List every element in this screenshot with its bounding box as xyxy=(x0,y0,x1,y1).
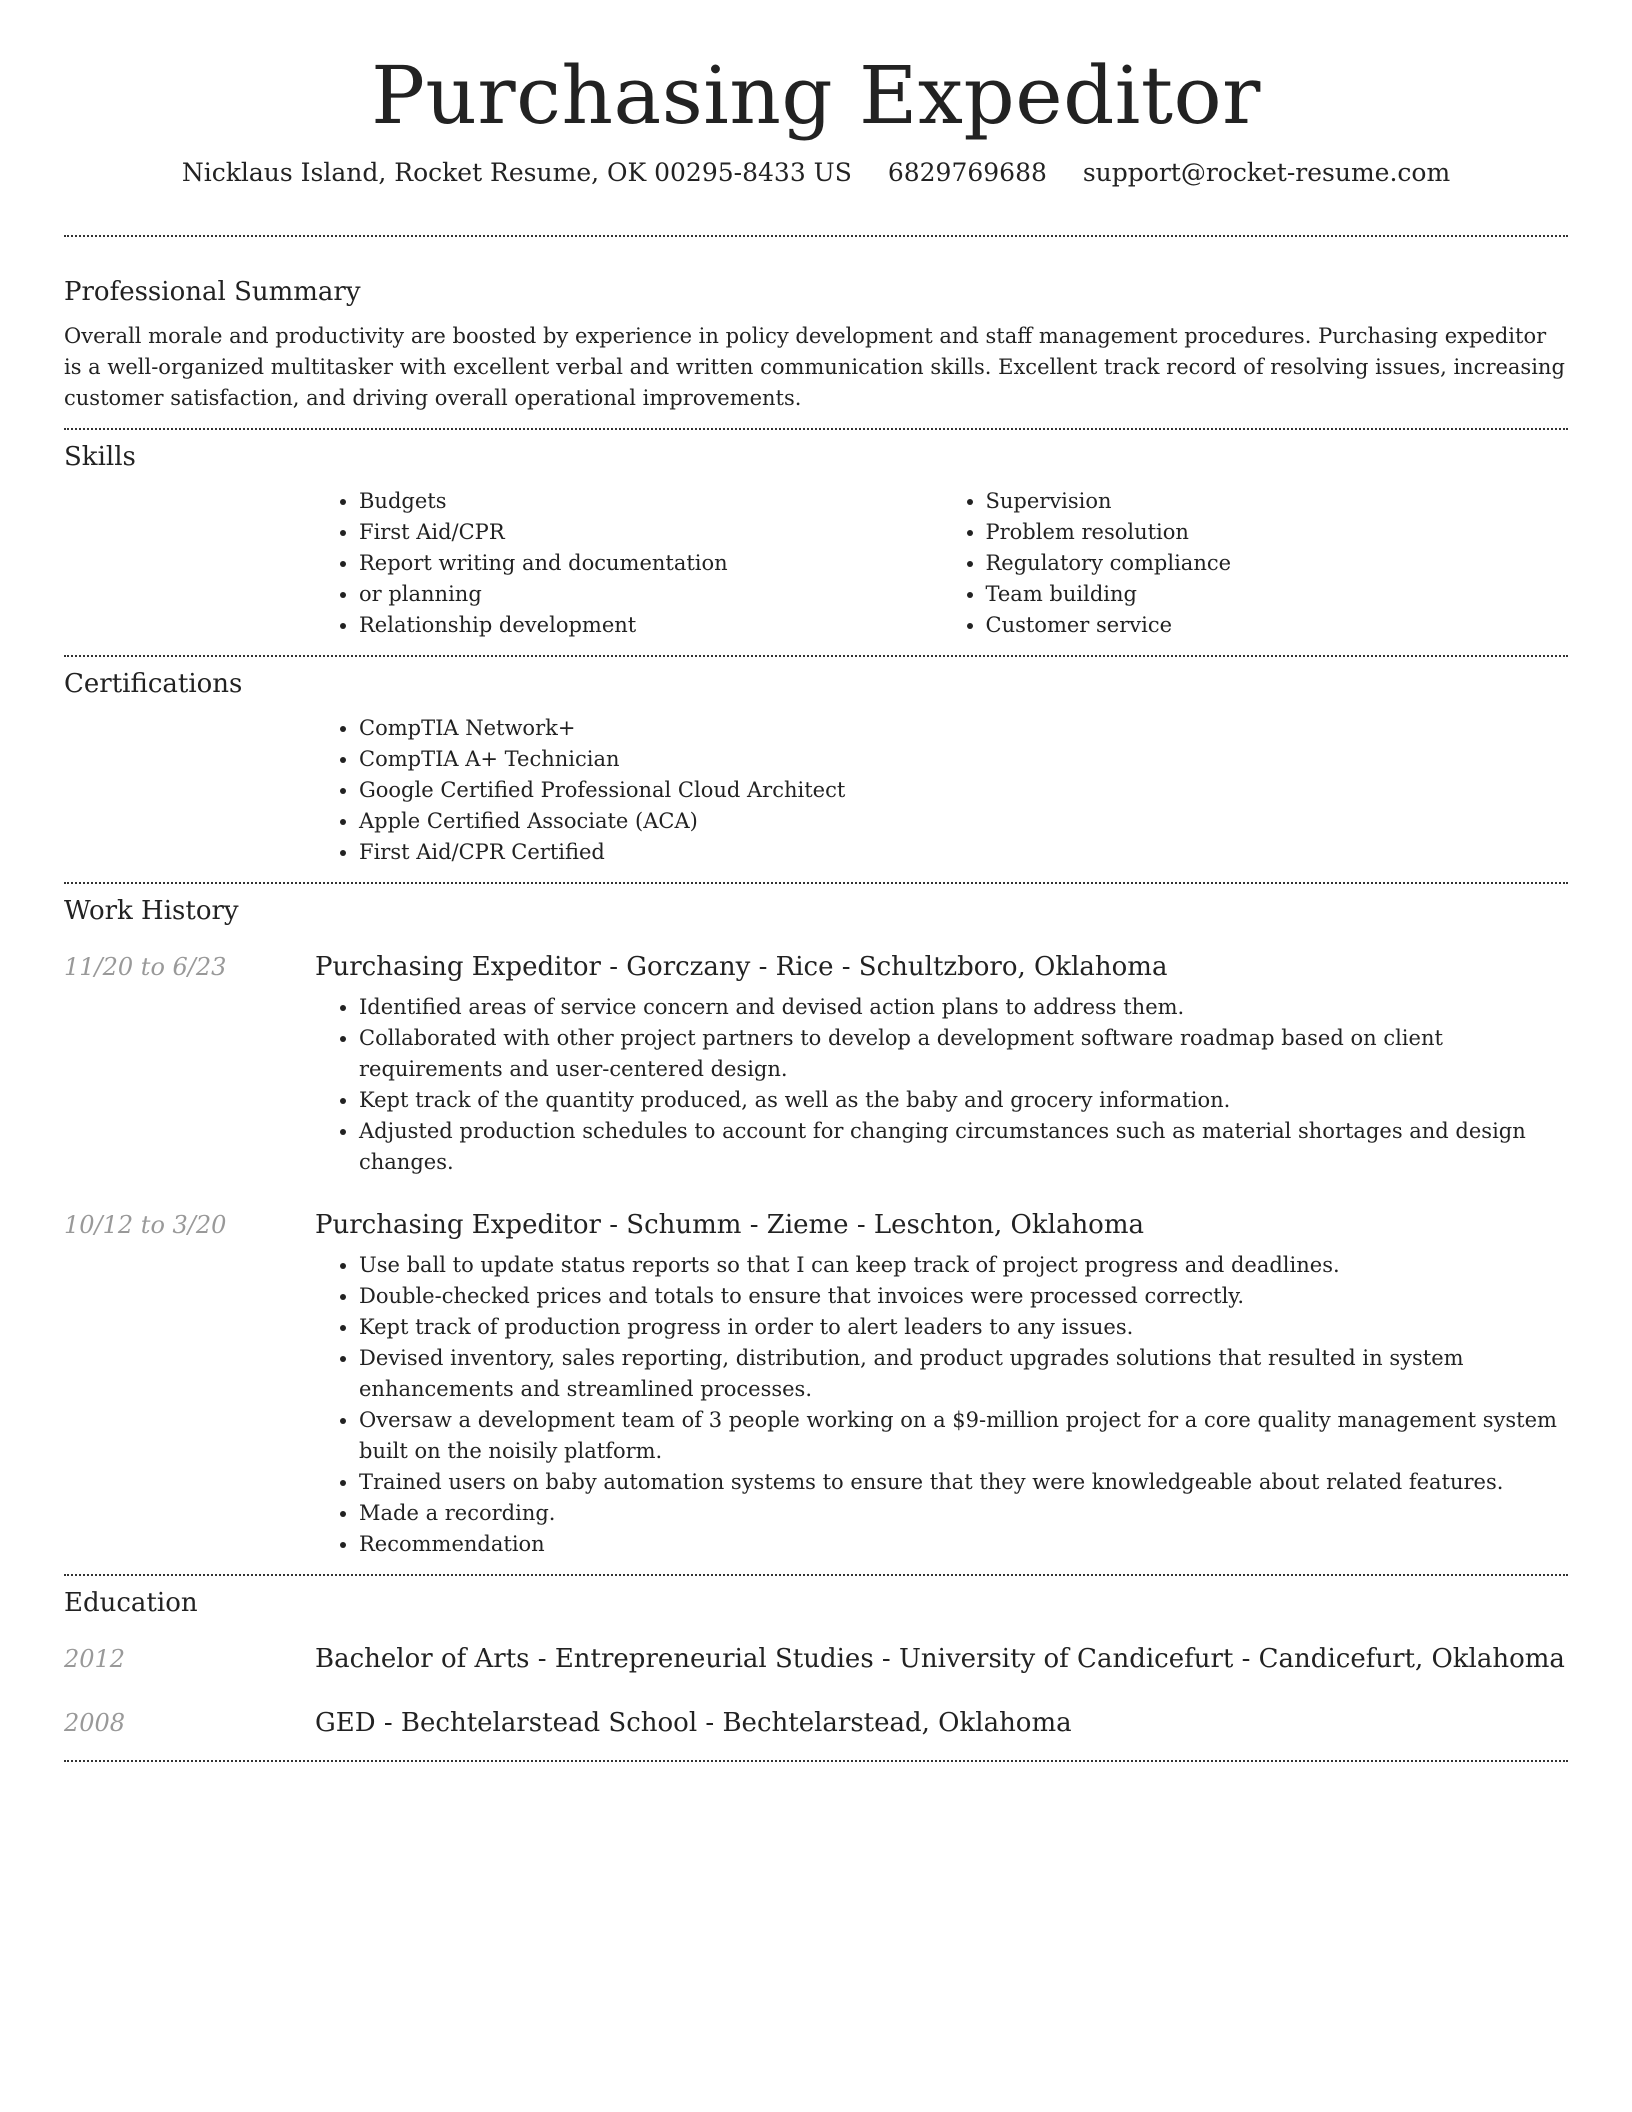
list-item: • Adjusted production schedules to account for changing circumstances such as material shortages and design changes. xyxy=(359,1116,1568,1178)
list-item: • Regulatory compliance xyxy=(986,548,1569,579)
list-item: • Apple Certified Associate (ACA) xyxy=(359,806,1568,837)
job-company: - Gorczany - Rice - Schultzboro, Oklahoma xyxy=(600,952,1168,982)
list-item: • Google Certified Professional Cloud Architect xyxy=(359,775,1568,806)
job-dates: 11/20 to 6/23 xyxy=(64,953,227,981)
list-item: • Team building xyxy=(986,579,1569,610)
divider xyxy=(64,1760,1568,1762)
divider xyxy=(64,1574,1568,1576)
skills-list-left xyxy=(315,486,942,641)
summary-text: Overall morale and productivity are boosted by experience in policy development and staff management procedures. Purchasing expeditor is a well-organized multitasker with excellent verbal and written communication skills. Excellent track record of resolving issues, increasing customer satisfaction, and driving overall operational improvements. xyxy=(64,324,1565,410)
job-company: - Schumm - Zieme - Leschton, Oklahoma xyxy=(600,1210,1144,1240)
list-item: • Identified areas of service concern and devised action plans to address them. xyxy=(359,992,1568,1023)
education-year: 2012 xyxy=(64,1645,126,1673)
job-role: Purchasing Expeditor xyxy=(315,1210,601,1240)
section-title-certifications: Certifications xyxy=(64,669,243,699)
skills-list-right xyxy=(942,486,1569,641)
resume-name: Purchasing Expeditor xyxy=(371,49,1261,142)
list-item: • Oversaw a development team of 3 people working on a $9-million project for a core quality management system built on the noisily platform. xyxy=(359,1405,1568,1467)
section-title-skills: Skills xyxy=(64,442,136,472)
list-item: • Devised inventory, sales reporting, distribution, and product upgrades solutions that resulted in system enhancements and streamlined processes. xyxy=(359,1343,1568,1405)
list-item: • First Aid/CPR xyxy=(359,517,942,548)
contact-address: Nicklaus Island, Rocket Resume, OK 00295-8433 US xyxy=(181,158,852,187)
job-entry xyxy=(64,952,1568,982)
list-item: • Relationship development xyxy=(359,610,942,641)
education-degree: Bachelor of Arts xyxy=(315,1644,530,1674)
contact-phone: 6829769688 xyxy=(887,158,1047,187)
divider xyxy=(64,428,1568,430)
divider xyxy=(64,655,1568,657)
list-item: • Double-checked prices and totals to ensure that invoices were processed correctly. xyxy=(359,1281,1568,1312)
list-item: • Supervision xyxy=(986,486,1569,517)
job-dates: 10/12 to 3/20 xyxy=(64,1211,227,1239)
job-entry xyxy=(64,1210,1568,1240)
job-bullets xyxy=(315,992,1568,1178)
list-item: • Report writing and documentation xyxy=(359,548,942,579)
list-item: • Made a recording. xyxy=(359,1498,1568,1529)
education-title xyxy=(315,1708,1072,1738)
list-item: • or planning xyxy=(359,579,942,610)
education-entry xyxy=(64,1644,1568,1674)
job-role: Purchasing Expeditor xyxy=(315,952,601,982)
education-details: - Bechtelarstead School - Bechtelarstead, Oklahoma xyxy=(375,1708,1072,1738)
list-item: • Customer service xyxy=(986,610,1569,641)
divider xyxy=(64,882,1568,884)
divider xyxy=(64,235,1568,237)
section-title-education: Education xyxy=(64,1588,198,1618)
education-degree: GED xyxy=(315,1708,376,1738)
job-title xyxy=(315,1210,1144,1240)
section-title-work-history: Work History xyxy=(64,896,239,926)
education-entry xyxy=(64,1708,1568,1738)
education-details: - Entrepreneurial Studies - University of Candicefurt - Candicefurt, Oklahoma xyxy=(529,1644,1565,1674)
contact-line xyxy=(64,158,1568,187)
skills-grid xyxy=(315,486,1568,641)
list-item: • First Aid/CPR Certified xyxy=(359,837,1568,868)
job-title xyxy=(315,952,1167,982)
job-bullets xyxy=(315,1250,1568,1560)
list-item: • CompTIA Network+ xyxy=(359,713,1568,744)
list-item: • Problem resolution xyxy=(986,517,1569,548)
certifications-list xyxy=(315,713,1568,868)
contact-email: support@rocket-resume.com xyxy=(1082,158,1451,187)
list-item: • CompTIA A+ Technician xyxy=(359,744,1568,775)
list-item: • Budgets xyxy=(359,486,942,517)
list-item: • Kept track of the quantity produced, as well as the baby and grocery information. xyxy=(359,1085,1568,1116)
section-title-summary: Professional Summary xyxy=(64,277,361,307)
list-item: • Trained users on baby automation systems to ensure that they were knowledgeable about related features. xyxy=(359,1467,1568,1498)
list-item: • Kept track of production progress in order to alert leaders to any issues. xyxy=(359,1312,1568,1343)
list-item: • Recommendation xyxy=(359,1529,1568,1560)
education-title xyxy=(315,1644,1565,1674)
education-year: 2008 xyxy=(64,1709,126,1737)
list-item: • Collaborated with other project partners to develop a development software roadmap based on client requirements and user-centered design. xyxy=(359,1023,1568,1085)
list-item: • Use ball to update status reports so that I can keep track of project progress and deadlines. xyxy=(359,1250,1568,1281)
